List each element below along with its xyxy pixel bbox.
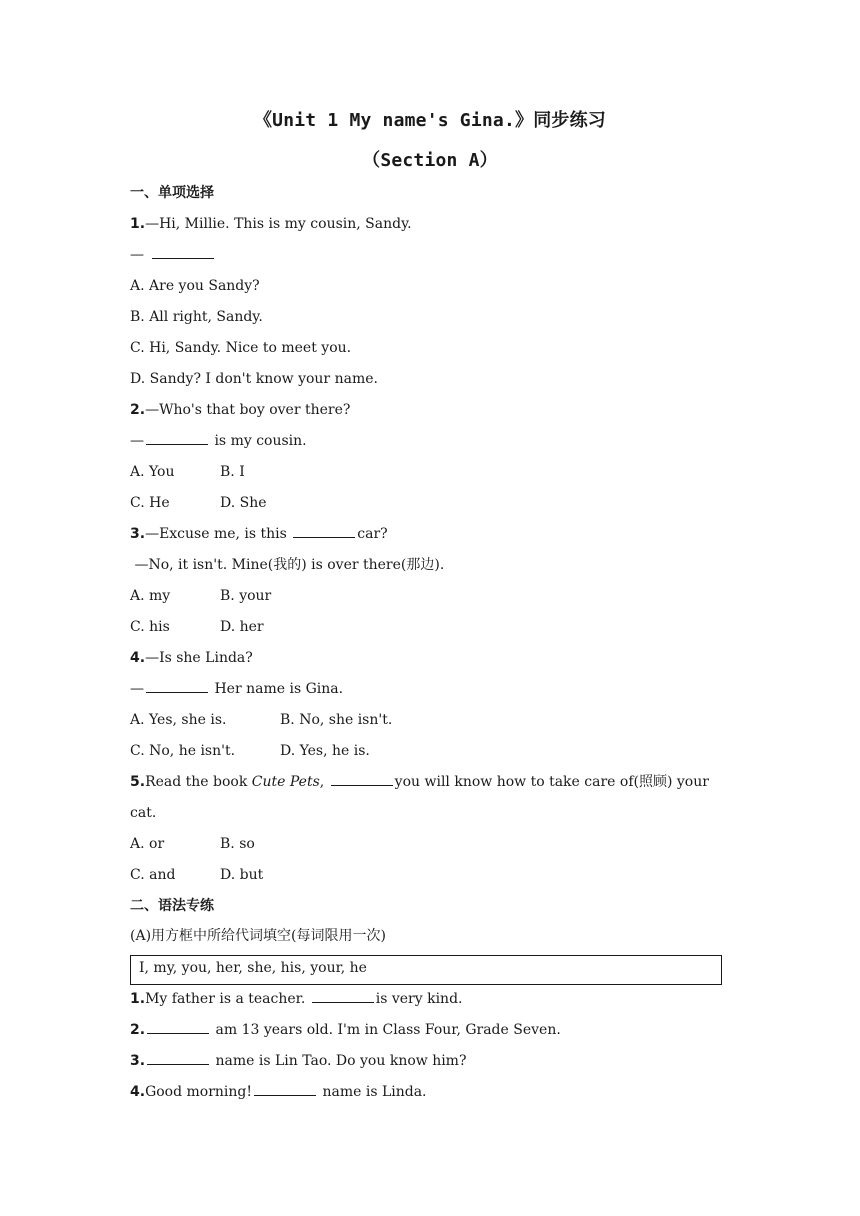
- question-text-end: you will know how to take care of(照顾) your: [394, 774, 709, 790]
- reply-text: is my cousin.: [210, 433, 307, 449]
- dash: —: [130, 681, 144, 697]
- sub-instruction-a: (A)用方框中所给代词填空(每词限用一次): [130, 928, 386, 944]
- item-number: 4.: [130, 1084, 146, 1100]
- options-row-ab: [130, 586, 272, 606]
- item-number: 3.: [130, 1053, 146, 1069]
- question-1-reply: [130, 245, 216, 265]
- answer-blank[interactable]: [312, 989, 374, 1003]
- question-1: [130, 214, 412, 234]
- option-b: B. All right, Sandy.: [130, 309, 263, 325]
- section-heading-grammar: 二、语法专练: [130, 898, 214, 914]
- dash: —: [130, 247, 144, 263]
- question-5-continued: cat.: [130, 805, 157, 821]
- option-d: D. but: [220, 867, 264, 883]
- question-text: —Excuse me, is this: [145, 526, 292, 542]
- item-text-end: name is Lin Tao. Do you know him?: [211, 1053, 467, 1069]
- question-5: [130, 772, 709, 792]
- question-4-reply: [130, 679, 343, 699]
- option-b: B. your: [220, 588, 272, 604]
- question-number: 3.: [130, 526, 146, 542]
- option-a: A. Are you Sandy?: [130, 278, 260, 294]
- item-number: 2.: [130, 1022, 146, 1038]
- options-row-ab: [130, 834, 255, 854]
- options-row-ab: [130, 710, 393, 730]
- answer-blank[interactable]: [146, 431, 208, 445]
- option-c: C. his: [130, 619, 170, 635]
- option-a: A. You: [130, 464, 175, 480]
- option-c: C. and: [130, 867, 176, 883]
- options-row-cd: [130, 865, 264, 885]
- option-c: C. Hi, Sandy. Nice to meet you.: [130, 340, 352, 356]
- fill-item-3: [130, 1051, 466, 1071]
- word-box: I, my, you, her, she, his, your, he: [130, 955, 722, 985]
- option-d: D. Yes, he is.: [280, 743, 370, 759]
- item-number: 1.: [130, 991, 146, 1007]
- question-text: —Who's that boy over there?: [145, 402, 351, 418]
- fill-item-2: [130, 1020, 561, 1040]
- options-row-cd: [130, 493, 267, 513]
- option-c: C. He: [130, 495, 170, 511]
- answer-blank[interactable]: [147, 1051, 209, 1065]
- item-text: Good morning!: [145, 1084, 253, 1100]
- answer-blank[interactable]: [293, 524, 355, 538]
- question-text: —Hi, Millie. This is my cousin, Sandy.: [145, 216, 412, 232]
- option-a: A. my: [130, 588, 171, 604]
- book-title: Cute Pets: [251, 774, 320, 790]
- comma: ,: [319, 774, 329, 790]
- item-text-end: am 13 years old. I'm in Class Four, Grade Seven.: [211, 1022, 561, 1038]
- page-title: 《Unit 1 My name's Gina.》同步练习: [253, 110, 606, 131]
- question-text: —Is she Linda?: [145, 650, 253, 666]
- question-number: 4.: [130, 650, 146, 666]
- question-text-end: car?: [357, 526, 388, 542]
- item-text-end: is very kind.: [375, 991, 463, 1007]
- option-b: B. so: [220, 836, 255, 852]
- section-heading-single-choice: 一、单项选择: [130, 185, 214, 201]
- option-d: D. her: [220, 619, 264, 635]
- question-text: Read the book: [145, 774, 252, 790]
- reply-text: Her name is Gina.: [210, 681, 344, 697]
- question-number: 5.: [130, 774, 146, 790]
- answer-blank[interactable]: [254, 1082, 316, 1096]
- option-b: B. I: [220, 464, 245, 480]
- answer-blank[interactable]: [146, 679, 208, 693]
- page-subtitle: （Section A）: [362, 150, 498, 171]
- options-row-cd: [130, 617, 264, 637]
- option-d: D. Sandy? I don't know your name.: [130, 371, 378, 387]
- option-d: D. She: [220, 495, 267, 511]
- question-4: [130, 648, 253, 668]
- question-2: [130, 400, 350, 420]
- question-2-reply: [130, 431, 307, 451]
- option-a: A. or: [130, 836, 165, 852]
- question-3-reply: —No, it isn't. Mine(我的) is over there(那边).: [130, 557, 445, 573]
- options-row-cd: [130, 741, 370, 761]
- answer-blank[interactable]: [152, 245, 214, 259]
- option-a: A. Yes, she is.: [130, 712, 227, 728]
- question-number: 2.: [130, 402, 146, 418]
- item-text-end: name is Linda.: [318, 1084, 427, 1100]
- option-b: B. No, she isn't.: [280, 712, 393, 728]
- dash: —: [130, 433, 144, 449]
- question-3: [130, 524, 388, 544]
- question-number: 1.: [130, 216, 146, 232]
- option-c: C. No, he isn't.: [130, 743, 236, 759]
- options-row-ab: [130, 462, 245, 482]
- item-text: My father is a teacher.: [145, 991, 310, 1007]
- answer-blank[interactable]: [147, 1020, 209, 1034]
- fill-item-1: [130, 989, 462, 1009]
- answer-blank[interactable]: [331, 772, 393, 786]
- fill-item-4: [130, 1082, 427, 1102]
